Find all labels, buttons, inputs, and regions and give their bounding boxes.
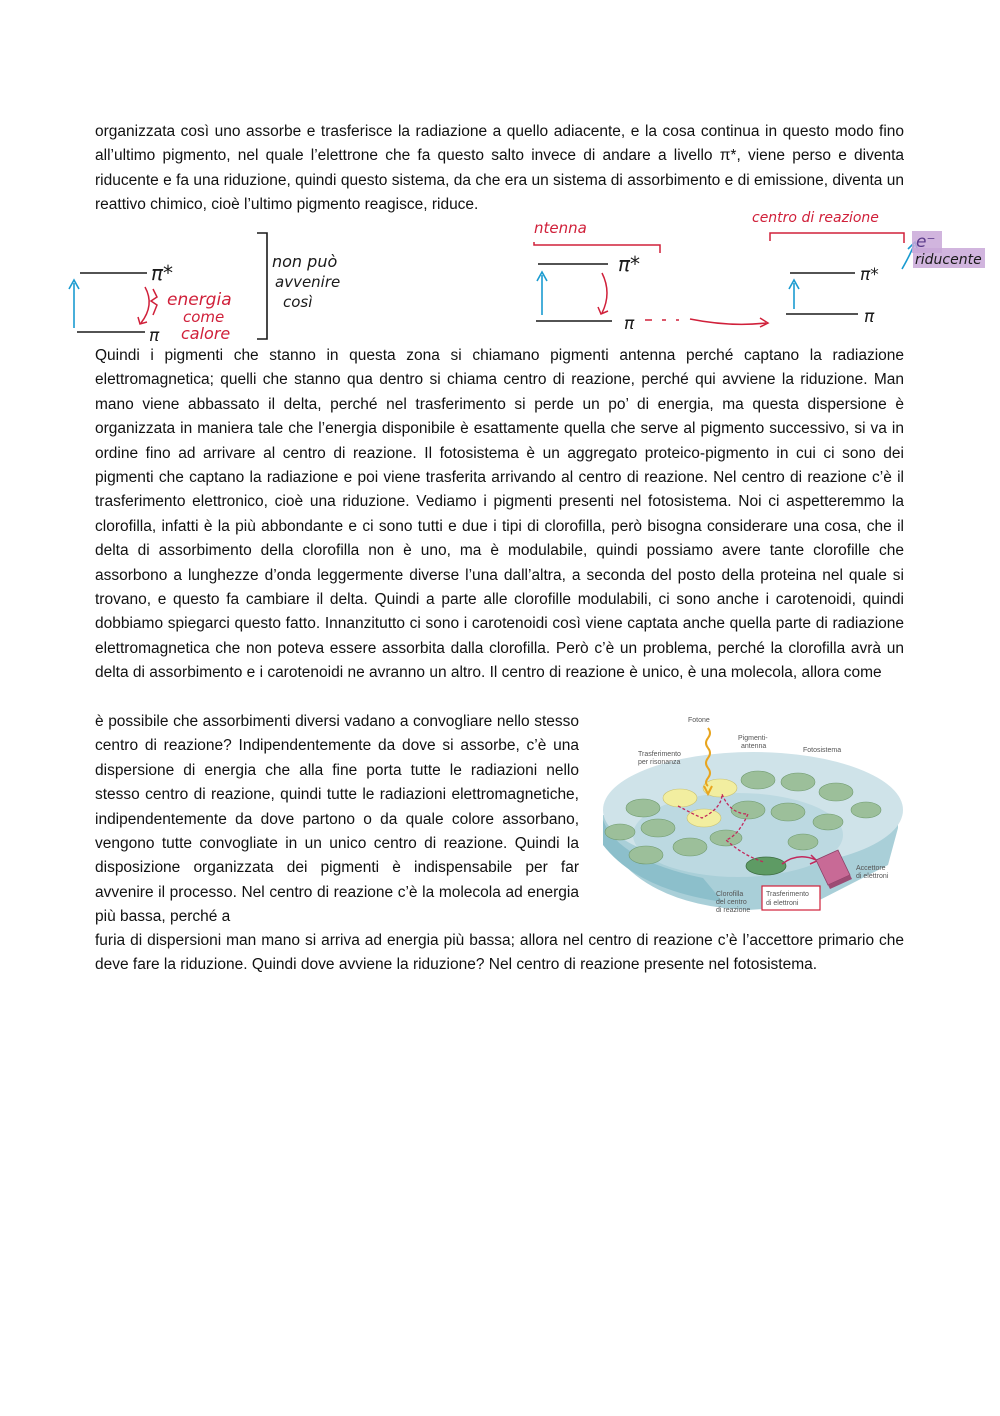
electron-label: e⁻ [916,232,936,252]
reaction-center-chlorophyll-label-3: di reazione [716,907,751,914]
energy-brace [151,289,157,315]
bracket-note-line-1: non può [272,252,338,271]
transfer-arrow [690,319,766,324]
reaction-center-label: centro di reazione [752,210,879,226]
right-bracket [257,233,267,339]
reaction-center-chlorophyll-label-1: Clorofilla [716,891,744,898]
paragraph-middle: Quindi i pigmenti che stanno in questa zona si chiamano pigmenti antenna perché captano la radiazione elettromagnetica; quelli che stanno qua dentro si chiama centro di reazione, perché qui avviene la riduzione. Man mano viene abbassato il delta, perché nel trasferimento si perde un po’ di energia, ma questa dispersione è organizzata in maniera tale che l’energia disponibile è esattamente quella che serve al pigmento successivo, si va in ordine fino ad arrivare al centro di reazione. Il fotosistema è un aggregato proteico-pigmento in cui ci sono dei pigmenti che captano la radiazione e poi viene trasferita arrivando al centro di reazione. Nel centro di reazione c’è il trasferimento elettronico, cioè una riduzione. Vediamo i pigmenti presenti nel fotosistema. Noi ci aspetteremmo la clorofilla, infatti è la più abbondante e ci sono tutti e due i tipi di clorofilla, però bisogna considerare una cosa, che il delta di assorbimento della clorofilla non è uno, ma è modulabile, quindi possiamo avere tante clorofille che assorbono a lunghezze d’onda leggermente diverse l’una dall’altra, a seconda del posto della proteina nel quale si trovano, e questo fa cambiare il delta. Quindi a parte alle clorofille modulabili, ci sono anche i carotenoidi, quindi dobbiamo spiegarci questo fatto. Innanzitutto ci sono i carotenoidi così viene captata anche quella parte di radiazione elettromagnetica che non poteva essere assorbita dalla clorofilla. Però c’è un problema, perché la clorofilla avrà un delta di assorbimento e i carotenoidi ne avranno un altro. Il centro di reazione è unico, è una molecola, allora come [95,347,904,682]
resonance-transfer-label-1: Trasferimento [638,751,681,758]
resonance-transfer-label-2: per risonanza [638,759,681,766]
reaction-center-chlorophyll [746,857,786,875]
paragraph-float: è possibile che assorbimenti diversi vadano a convogliare nello stesso centro di reazione? Indipendentemente da dove si assorbe, c’è una dispersione di energia che alla fine porta tutte le radiazioni nello stesso centro di reazione, quindi tutte le radiazioni elettromagnetiche, indipendentemente da dove partono o da quale colore assorbano, vengono tutte convogliate in un unico centro di reazione. Quindi la disposizione organizzata dei pigmenti è indispensabile per far avvenire il processo. Nel centro di reazione c’è la molecola ad energia più bassa, perché a [95,713,579,926]
electron-transfer-label-2: di elettroni [766,900,799,907]
float-section [95,710,904,930]
center-upper-level-label: π* [860,265,879,285]
energy-note-line-3: calore [181,324,231,343]
electron-acceptor-label-2: di elettroni [856,873,889,880]
antenna-lower-level-label: π [624,314,635,334]
heat-loss-arrow [141,287,149,323]
photon-label: Fotone [688,717,710,724]
energy-note-line-1: energia [167,290,232,310]
energy-note-line-2: come [183,308,225,326]
lower-level-label: π [149,326,160,346]
electron-transfer-label-1: Trasferimento [766,891,809,898]
photosystem-label: Fotosistema [803,747,842,754]
reaction-center-bracket [770,233,904,243]
bracket-note-line-2: avvenire [275,273,341,291]
reaction-center-chlorophyll-label-2: del centro [716,899,747,906]
paragraph-bottom: furia di dispersioni man mano si arriva ad energia più bassa; allora nel centro di reazione c’è l’accettore primario che deve fare la riduzione. Quindi dove avviene la riduzione? Nel centro di reazione presente nel fotosistema. [95,932,904,974]
reducing-label: riducente [915,252,982,268]
sketch-energy-levels-left [65,225,365,345]
sketch-energy-levels-right [530,205,995,335]
photosystem-figure [598,710,904,922]
antenna-pigments-label-1: Pigmenti- [738,735,768,742]
antenna-upper-level-label: π* [618,252,641,276]
antenna-bracket [534,242,660,253]
antenna-pigments-label-2: antenna [741,743,767,750]
center-lower-level-label: π [864,307,875,327]
bracket-note-line-3: così [283,293,313,311]
antenna-label: ntenna [534,219,587,237]
antenna-decay-arrow [602,273,607,313]
paragraph-top: organizzata così uno assorbe e trasferisce la radiazione a quello adiacente, e la cosa continua in questo modo fino all’ultimo pigmento, nel quale l’elettrone che fa questo salto invece di andare a livello π*, viene perso e diventa riducente e fa una riduzione, quindi questo sistema, da che era un sistema di assorbimento e di emissione, diventa un reattivo chimico, cioè l’ultimo pigmento reagisce, riduce. [95,123,904,214]
electron-acceptor-label-1: Accettore [856,865,886,872]
upper-level-label: π* [151,261,174,285]
